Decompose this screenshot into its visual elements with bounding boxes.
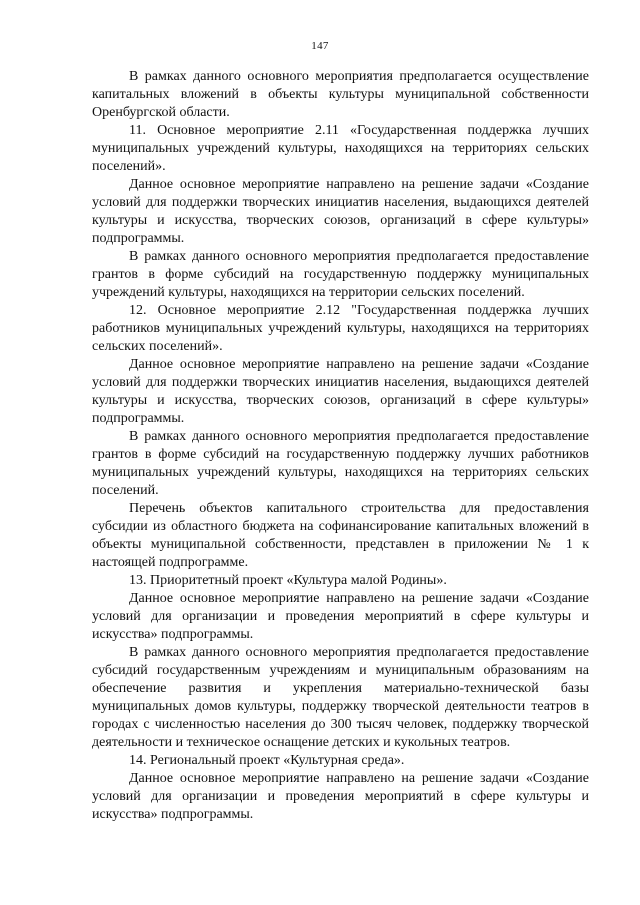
paragraph: В рамках данного основного мероприятия предполагается предоставление субсидий государственным учреждениям и муниципальным образованиям на обеспечение развития и укрепления материально-технической базы муниципальных домов культуры, поддержку творческой деятельности театров в городах с численностью населения до 300 тысяч человек, поддержку творческой деятельности и техническое оснащение детских и кукольных театров. — [92, 645, 589, 750]
paragraph: Данное основное мероприятие направлено на решение задачи «Создание условий для организации и проведения мероприятий в сфере культуры и искусства» подпрограммы. — [92, 771, 589, 822]
paragraph: 12. Основное мероприятие 2.12 "Государственная поддержка лучших работников муниципальных учреждений культуры, находящихся на территориях сельских поселений». — [92, 303, 589, 354]
paragraph: В рамках данного основного мероприятия предполагается предоставление грантов в форме субсидий на государственную поддержку лучших работников муниципальных учреждений культуры, находящихся на территориях сельских поселений. — [92, 429, 589, 498]
paragraph: Данное основное мероприятие направлено на решение задачи «Создание условий для поддержки творческих инициатив населения, выдающихся деятелей культуры и искусства, творческих союзов, организаций в сфере культуры» подпрограммы. — [92, 357, 589, 426]
paragraph: 13. Приоритетный проект «Культура малой Родины». — [129, 573, 447, 588]
paragraph: Данное основное мероприятие направлено на решение задачи «Создание условий для поддержки творческих инициатив населения, выдающихся деятелей культуры и искусства, творческих союзов, организаций в сфере культуры» подпрограммы. — [92, 177, 589, 246]
paragraph: 14. Региональный проект «Культурная среда». — [129, 753, 405, 768]
page-number: 147 — [311, 40, 329, 52]
paragraph: Перечень объектов капитального строительства для предоставления субсидии из областного бюджета на софинансирование капитальных вложений в объекты муниципальной собственности, представлен в приложении № 1 к настоящей подпрограмме. — [92, 501, 589, 570]
paragraph: В рамках данного основного мероприятия предполагается осуществление капитальных вложений в объекты культуры муниципальной собственности Оренбургской области. — [92, 69, 589, 120]
paragraph: В рамках данного основного мероприятия предполагается предоставление грантов в форме субсидий на государственную поддержку муниципальных учреждений культуры, находящихся на территории сельских поселений. — [92, 249, 589, 300]
paragraph: Данное основное мероприятие направлено на решение задачи «Создание условий для организации и проведения мероприятий в сфере культуры и искусства» подпрограммы. — [92, 591, 589, 642]
paragraph: 11. Основное мероприятие 2.11 «Государственная поддержка лучших муниципальных учреждений культуры, находящихся на территориях сельских поселений». — [92, 123, 589, 174]
body-text — [92, 68, 589, 824]
